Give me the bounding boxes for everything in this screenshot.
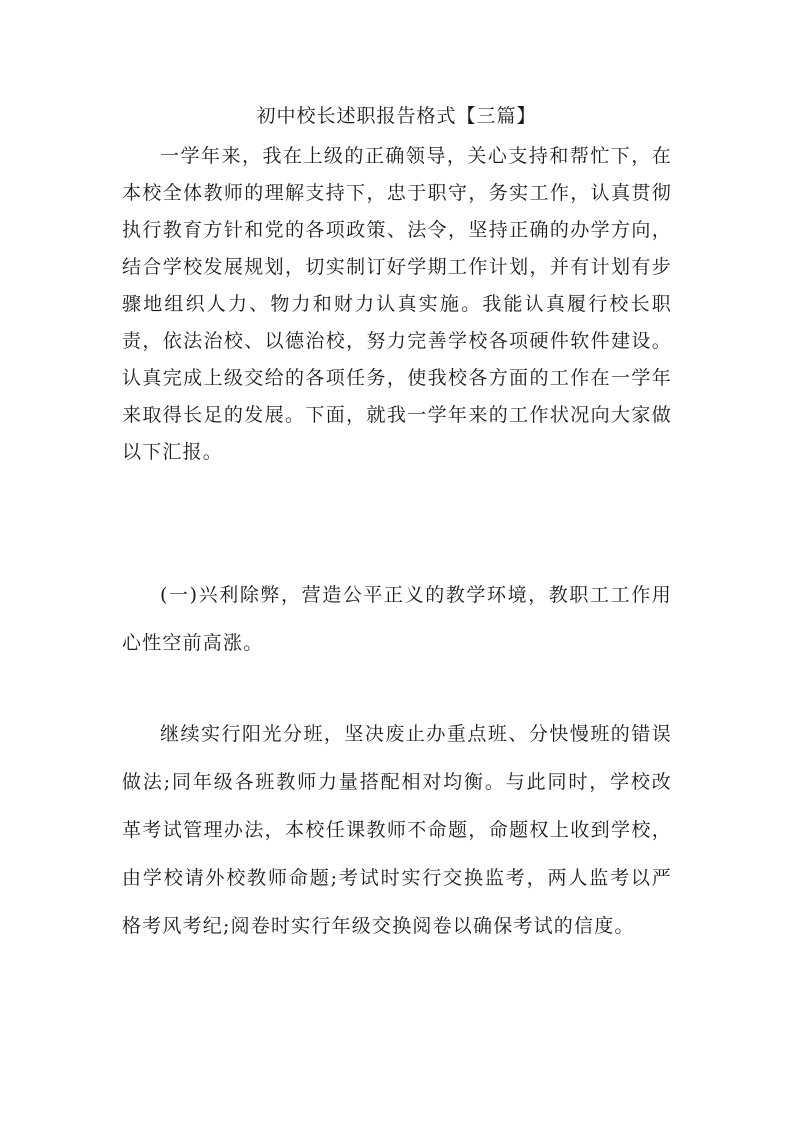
document-title: 初中校长述职报告格式【三篇】 xyxy=(256,105,537,127)
paragraph-intro: 一学年来，我在上级的正确领导，关心支持和帮忙下，在本校全体教师的理解支持下，忠于职守，务实工作，认真贯彻执行教育方针和党的各项政策、法令，坚持正确的办学方向，结合学校发展规划，切实制订好学期工作计划，并有计划有步骤地组织人力、物力和财力认真实施。我能认真履行校长职责，依法治校、以德治校，努力完善学校各项硬件软件建设。认真完成上级交给的各项任务，使我校各方面的工作在一学年来取得长足的发展。下面，就我一学年来的工作状况向大家做以下汇报。 xyxy=(122,145,672,463)
paragraph-section-heading: (一)兴利除弊，营造公平正义的教学环境，教职工工作用心性空前高涨。 xyxy=(122,584,672,654)
paragraph-body: 继续实行阳光分班，坚决废止办重点班、分快慢班的错误做法;同年级各班教师力量搭配相对均衡。与此同时，学校改革考试管理办法，本校任课教师不命题，命题权上收到学校，由学校请外校教师命题;考试时实行交换监考，两人监考以严格考风考纪;阅卷时实行年级交换阅卷以确保考试的信度。 xyxy=(122,723,672,937)
